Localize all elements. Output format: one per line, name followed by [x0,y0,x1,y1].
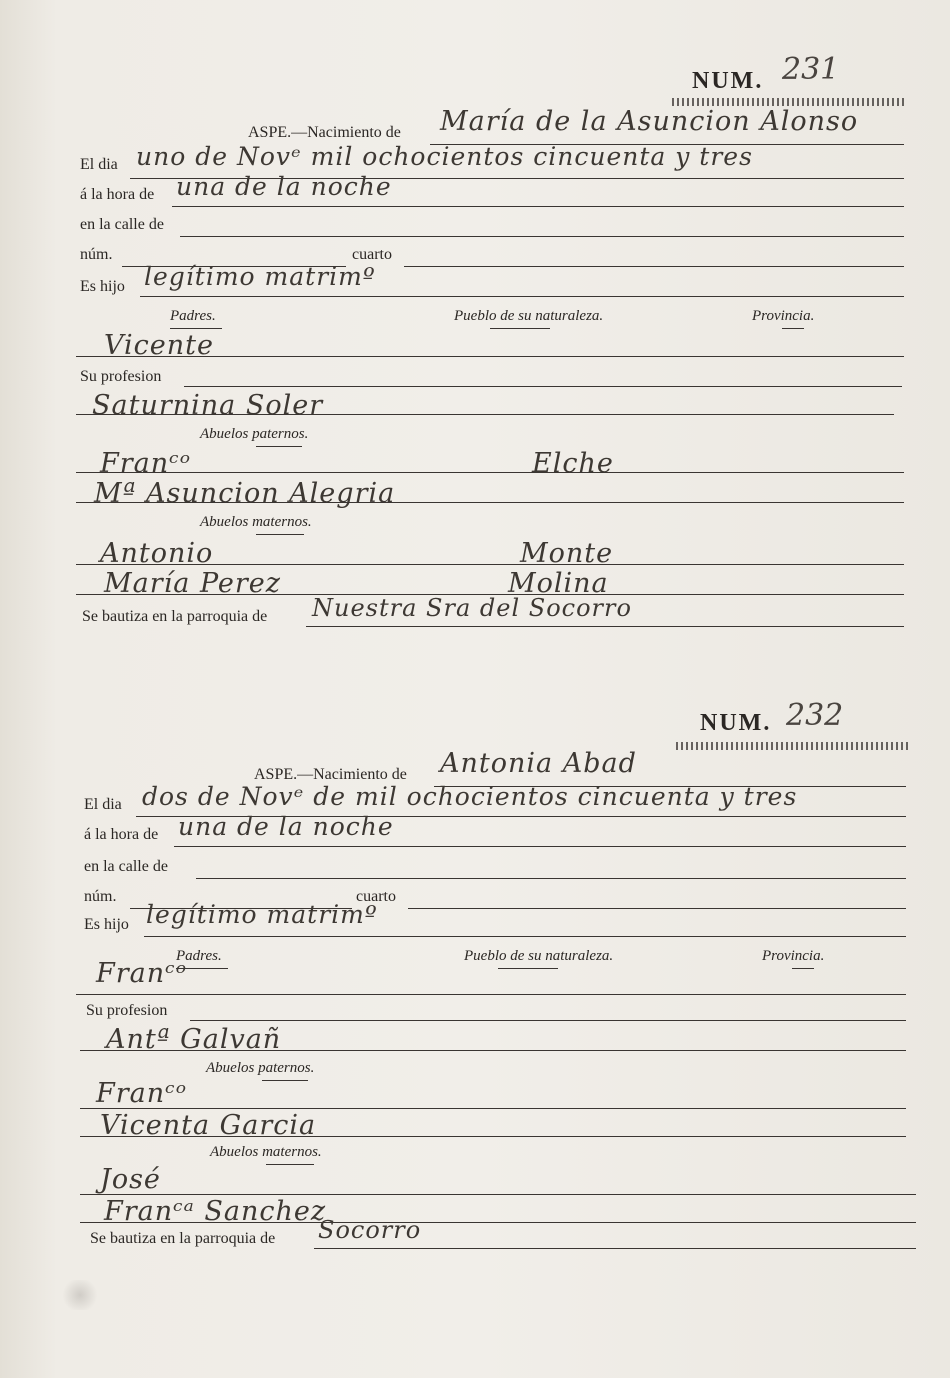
paternal-grandfather-town: Elche [532,448,614,479]
maternal-grandmother-value: María Perez [104,568,282,599]
mother-value: Antª Galvañ [106,1024,282,1055]
street-label: en la calle de [84,858,168,875]
baptism-line [314,1248,916,1249]
day-value: dos de Novᵉ de mil ochocientos cincuenta y tres [142,782,798,811]
record-number-label: NUM. [700,710,772,736]
floor-label: cuarto [352,246,392,263]
maternal-grandmother-town: Molina [508,568,609,599]
son-label: Es hijo [80,278,125,295]
maternal-grandfather-town: Monte [520,538,614,569]
birth-name-value: Antonia Abad [440,748,637,779]
paternal-grandfather-value: Franᶜᵒ [100,448,192,479]
floor-label: cuarto [356,888,396,905]
ornamental-rule [676,742,908,750]
birth-label: ASPE.—Nacimiento de [248,124,401,141]
record-number-label: NUM. [692,68,764,94]
house-number-label: núm. [80,246,113,263]
record-number-value: 231 [782,52,840,87]
maternal-grandparents-label: Abuelos maternos. [210,1144,322,1160]
header-underline [490,328,550,329]
paternal-grandmother-line [76,502,904,503]
day-label: El dia [84,796,122,813]
floor-line [404,266,904,267]
paternal-grandmother-value: Vicenta Garcia [100,1110,317,1141]
street-label: en la calle de [80,216,164,233]
parents-column-header: Padres. [176,948,222,964]
province-column-header: Provincia. [752,308,815,324]
maternal-grandfather-line [80,1194,916,1195]
baptism-line [306,626,904,627]
maternal-grandmother-line [80,1222,916,1223]
maternal-grandfather-value: Antonio [100,538,214,569]
baptism-label: Se bautiza en la parroquia de [82,608,268,625]
paternal-grandfather-line [80,1108,906,1109]
father-value: Vicente [104,330,214,361]
paternal-grandparents-label: Abuelos paternos. [206,1060,315,1076]
hour-line [172,206,904,207]
father-line [76,356,904,357]
profession-line [190,1020,906,1021]
son-label: Es hijo [84,916,129,933]
parents-column-header: Padres. [170,308,216,324]
hour-label: á la hora de [80,186,155,203]
record-number-value: 232 [786,698,844,733]
header-underline [262,1080,308,1081]
mother-value: Saturnina Soler [92,390,324,421]
paper-stain [60,1280,100,1310]
maternal-grandparents-label: Abuelos maternos. [200,514,312,530]
town-column-header: Pueblo de su naturaleza. [464,948,614,964]
header-underline [266,1164,314,1165]
hour-value: una de la noche [178,812,394,841]
header-underline [256,534,304,535]
profession-label: Su profesion [80,368,162,385]
baptism-value: Socorro [318,1216,422,1244]
header-underline [498,968,558,969]
son-value: legítimo matrimº [146,900,378,929]
birth-name-value: María de la Asuncion Alonso [440,106,859,137]
header-underline [256,446,302,447]
header-underline [170,328,222,329]
father-line [76,994,906,995]
paternal-grandmother-value: Mª Asuncion Alegria [94,478,396,509]
hour-label: á la hora de [84,826,159,843]
hour-value: una de la noche [176,172,392,201]
father-value: Franᶜᵒ [96,958,188,989]
header-underline [792,968,814,969]
town-column-header: Pueblo de su naturaleza. [454,308,604,324]
son-line [144,936,906,937]
mother-line [76,414,894,415]
son-value: legítimo matrimº [144,262,376,291]
paternal-grandfather-line [76,472,904,473]
mother-line [80,1050,906,1051]
profession-label: Su profesion [86,1002,168,1019]
province-column-header: Provincia. [762,948,825,964]
hour-line [174,846,906,847]
street-line [196,878,906,879]
maternal-grandfather-value: José [100,1164,161,1195]
paternal-grandmother-line [80,1136,906,1137]
header-underline [782,328,804,329]
paternal-grandparents-label: Abuelos paternos. [200,426,309,442]
birth-label: ASPE.—Nacimiento de [254,766,407,783]
maternal-grandmother-value: Franᶜᵃ Sanchez [104,1196,327,1227]
floor-line [408,908,906,909]
son-line [140,296,904,297]
profession-line [184,386,902,387]
day-value: uno de Novᵉ mil ochocientos cincuenta y tres [136,142,753,171]
ornamental-rule [672,98,906,106]
day-label: El dia [80,156,118,173]
paternal-grandfather-value: Franᶜᵒ [96,1078,188,1109]
street-line [180,236,904,237]
house-number-label: núm. [84,888,117,905]
baptism-value: Nuestra Sra del Socorro [312,594,632,622]
maternal-grandfather-line [76,564,904,565]
baptism-label: Se bautiza en la parroquia de [90,1230,276,1247]
